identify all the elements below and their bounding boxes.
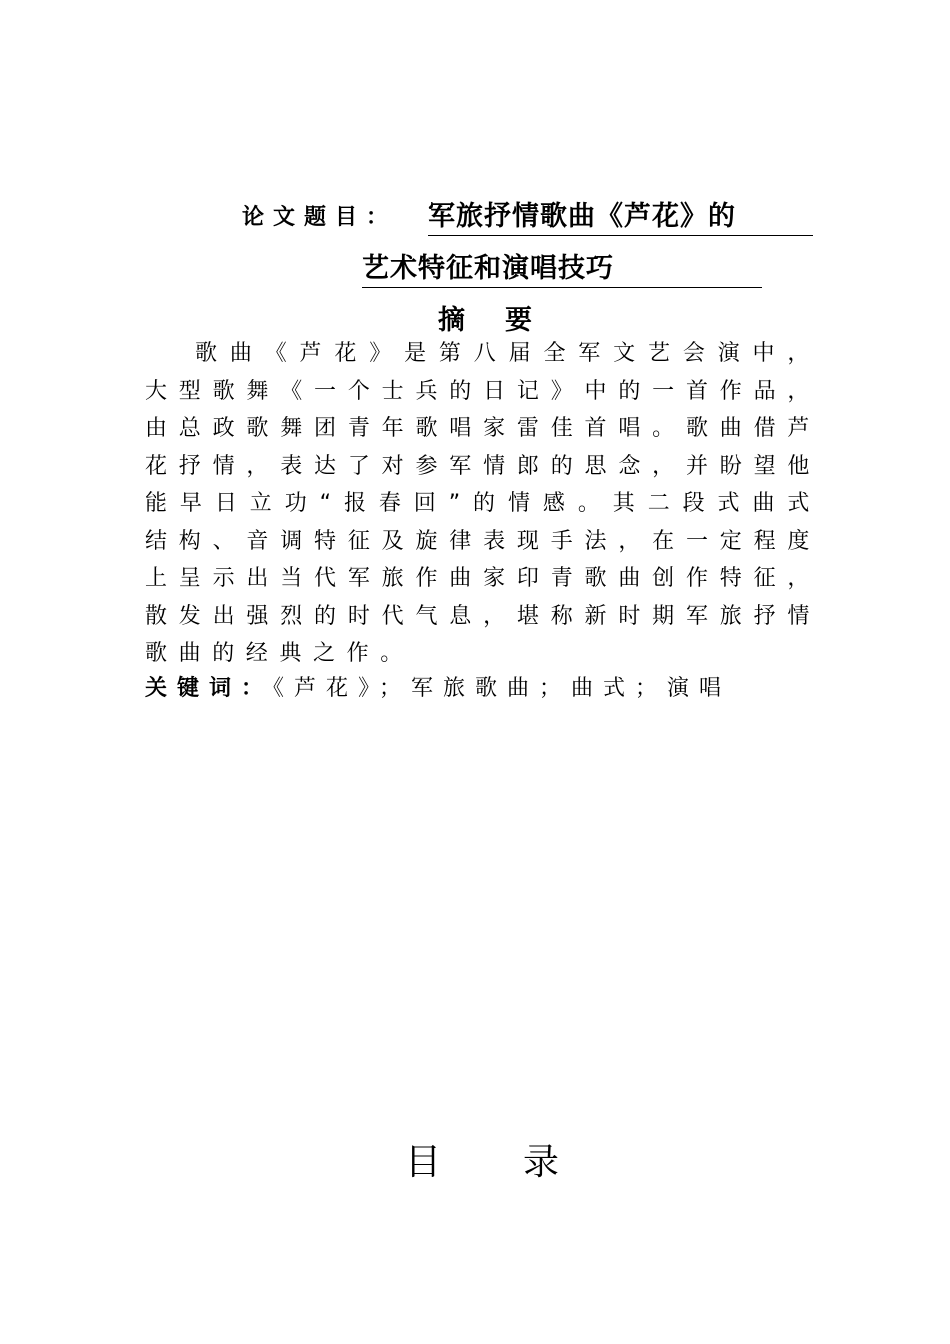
abstract-heading: 摘要 [438, 305, 572, 336]
thesis-title-line-1: 军旅抒情歌曲《芦花》的 [428, 194, 813, 236]
keywords-label: 关键词： [145, 676, 274, 701]
keywords-line [145, 670, 825, 708]
abstract-body: 歌曲《芦花》是第八届全军文艺会演中，大型歌舞《一个士兵的日记》中的一首作品，由总政歌舞团青年歌唱家雷佳首唱。歌曲借芦花抒情，表达了对参军情郎的思念，并盼望他能早日立功“报春回”的情感。其二段式曲式结构、音调特征及旋律表现手法，在一定程度上呈示出当代军旅作曲家印青歌曲创作特征，散发出强烈的时代气息，堪称新时期军旅抒情歌曲的经典之作。 [145, 341, 821, 666]
table-of-contents-heading: 目录 [405, 1142, 642, 1183]
thesis-title-label: 论文题目： [242, 205, 398, 230]
keywords-text: 《芦花》；军旅歌曲；曲式；演唱 [273, 676, 732, 701]
thesis-title-line-2: 艺术特征和演唱技巧 [362, 246, 762, 288]
